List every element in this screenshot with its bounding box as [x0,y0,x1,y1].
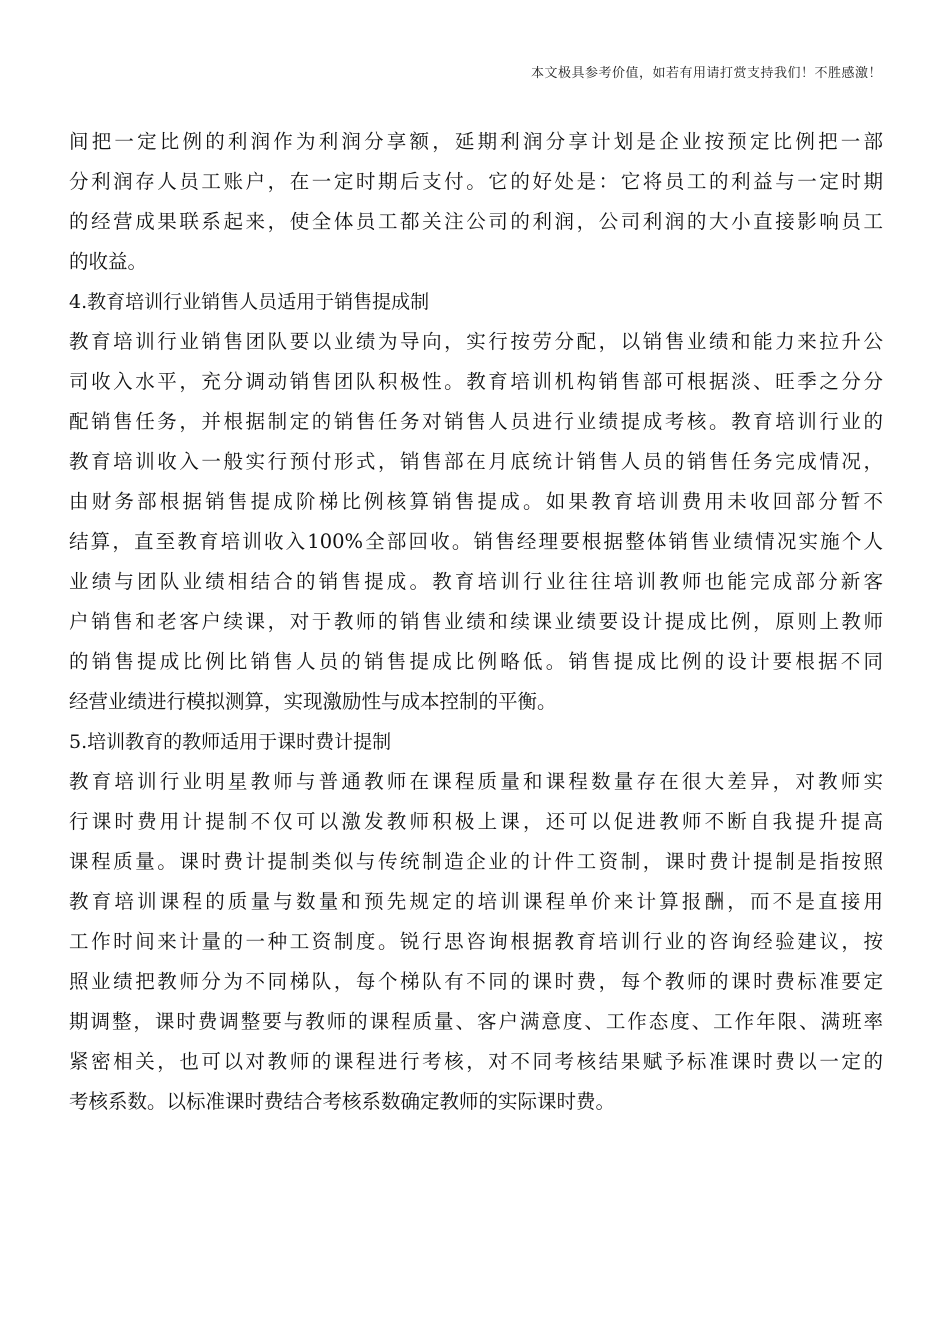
body-line: 业绩与团队业绩相结合的销售提成。教育培训行业往往培训教师也能完成部分新客 [69,570,883,593]
body-line: 教育培训行业销售团队要以业绩为导向，实行按劳分配，以销售业绩和能力来拉升公 [69,330,883,353]
section-heading: 5.培训教育的教师适用于课时费计提制 [69,731,392,753]
body-line: 照业绩把教师分为不同梯队，每个梯队有不同的课时费，每个教师的课时费标准要定 [69,970,883,993]
body-line: 教育培训收入一般实行预付形式，销售部在月底统计销售人员的销售任务完成情况， [69,450,883,473]
body-line: 教育培训课程的质量与数量和预先规定的培训课程单价来计算报酬，而不是直接用 [69,890,883,913]
body-line: 由财务部根据销售提成阶梯比例核算销售提成。如果教育培训费用未收回部分暂不 [69,490,883,513]
body-line: 考核系数。以标准课时费结合考核系数确定教师的实际课时费。 [69,1090,616,1113]
body-line: 间把一定比例的利润作为利润分享额，延期利润分享计划是企业按预定比例把一部 [69,130,883,153]
body-line: 工作时间来计量的一种工资制度。锐行思咨询根据教育培训行业的咨询经验建议，按 [69,930,883,953]
header-note: 本文极具参考价值，如若有用请打赏支持我们！不胜感激！ [530,66,882,81]
body-line: 行课时费用计提制不仅可以激发教师积极上课，还可以促进教师不断自我提升提高 [69,810,883,833]
body-line: 配销售任务，并根据制定的销售任务对销售人员进行业绩提成考核。教育培训行业的 [69,410,883,433]
body-line: 紧密相关，也可以对教师的课程进行考核，对不同考核结果赋予标准课时费以一定的 [69,1050,883,1073]
body-line: 经营业绩进行模拟测算，实现激励性与成本控制的平衡。 [69,690,557,713]
body-line: 期调整，课时费调整要与教师的课程质量、客户满意度、工作态度、工作年限、满班率 [69,1010,883,1033]
body-line: 的销售提成比例比销售人员的销售提成比例略低。销售提成比例的设计要根据不同 [69,650,883,673]
body-line: 户销售和老客户续课，对于教师的销售业绩和续课业绩要设计提成比例，原则上教师 [69,610,883,633]
body-line: 结算，直至教育培训收入100%全部回收。销售经理要根据整体销售业绩情况实施个人 [69,530,883,553]
section-heading: 4.教育培训行业销售人员适用于销售提成制 [69,291,430,313]
body-line: 的经营成果联系起来，使全体员工都关注公司的利润，公司利润的大小直接影响员工 [69,210,883,233]
body-line: 司收入水平，充分调动销售团队积极性。教育培训机构销售部可根据淡、旺季之分分 [69,370,883,393]
body-line: 课程质量。课时费计提制类似与传统制造企业的计件工资制，课时费计提制是指按照 [69,850,883,873]
body-line: 的收益。 [69,250,148,273]
document-body [69,122,883,1122]
body-line: 教育培训行业明星教师与普通教师在课程质量和课程数量存在很大差异，对教师实 [69,770,883,793]
body-line: 分利润存人员工账户，在一定时期后支付。它的好处是：它将员工的利益与一定时期 [69,170,883,193]
